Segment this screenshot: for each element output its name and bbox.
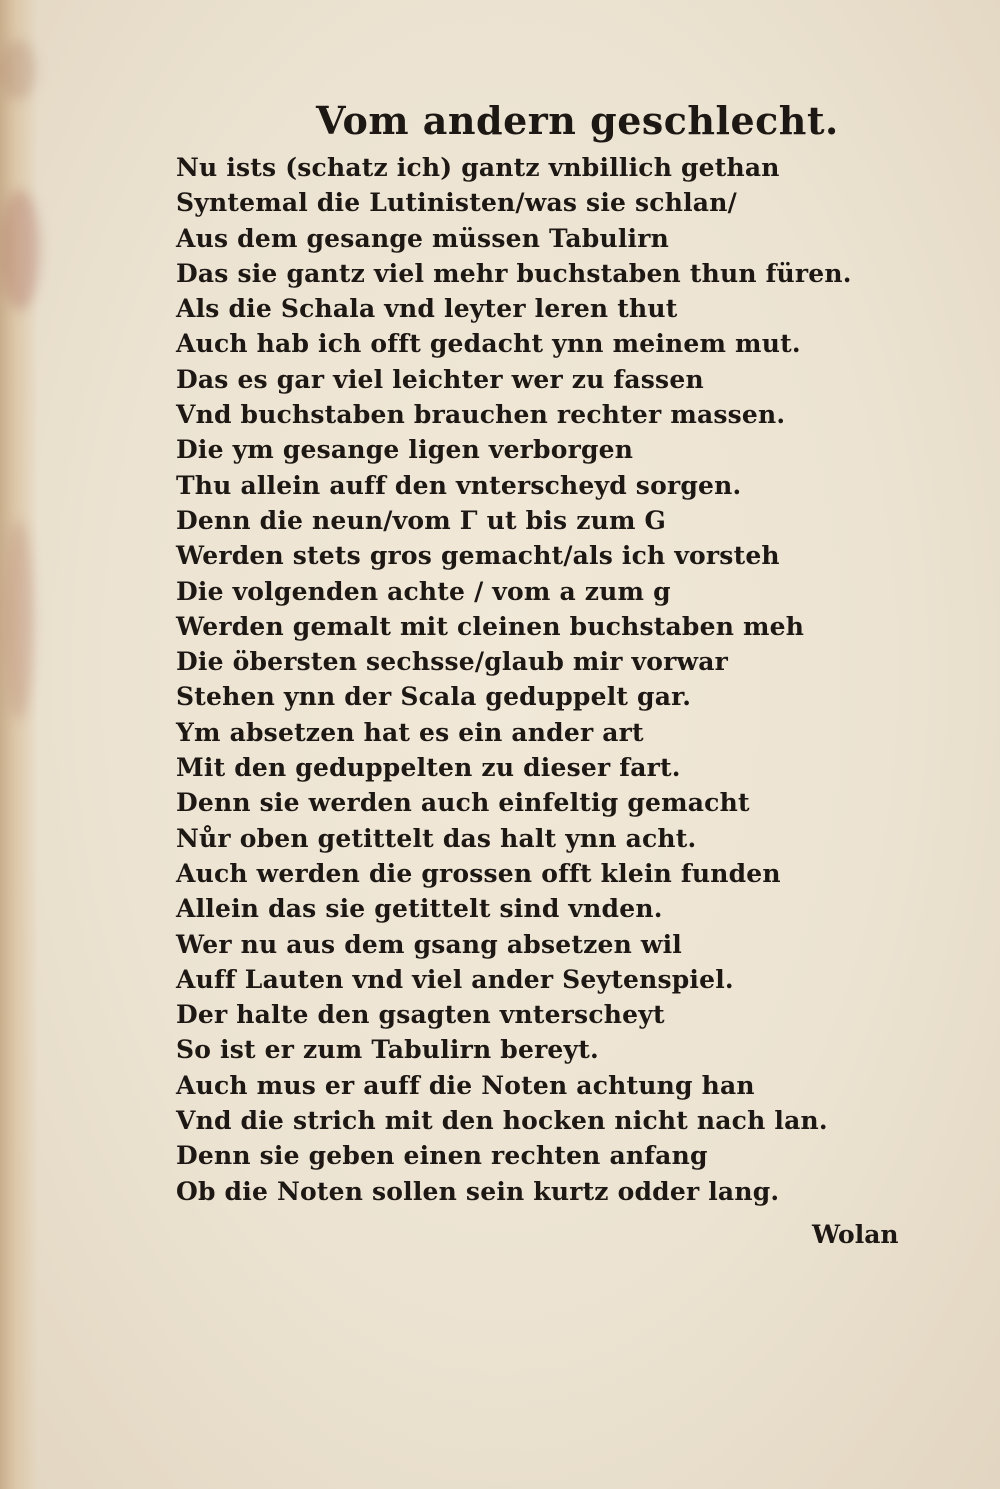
verse-line: Auch werden die grossen offt klein funden (176, 858, 781, 888)
verse-line: Der halte den gsagten vnterscheyt (176, 1000, 665, 1030)
verse-line: Syntemal die Lutinisten/was sie schlan/ (176, 188, 737, 218)
verse-line: Werden gemalt mit cleinen buchstaben meh (176, 611, 805, 641)
page-heading: Vom andern geschlecht. (316, 98, 839, 143)
paper-stain (0, 40, 36, 100)
verse-line: Das sie gantz viel mehr buchstaben thun füren. (176, 258, 852, 288)
verse-line: Werden stets gros gemacht/als ich vorsteh (176, 541, 780, 571)
catchword: Wolan (812, 1220, 899, 1249)
verse-line: Vnd die strich mit den hocken nicht nach lan. (176, 1106, 828, 1136)
verse-line: Das es gar viel leichter wer zu fassen (176, 364, 704, 394)
verse-line: Die öbersten sechsse/glaub mir vorwar (176, 647, 729, 677)
verse-line: Aus dem gesange müssen Tabulirn (176, 223, 669, 253)
verse-line: Auch mus er auff die Noten achtung han (176, 1070, 755, 1100)
verse-line: Stehen ynn der Scala geduppelt gar. (176, 682, 692, 712)
verse-line: Wer nu aus dem gsang absetzen wil (176, 929, 682, 959)
verse-line: Thu allein auff den vnterscheyd sorgen. (176, 470, 742, 500)
verse-line: Mit den geduppelten zu dieser fart. (176, 753, 681, 783)
text-block (176, 92, 936, 1209)
verse-line: Auch hab ich offt gedacht ynn meinem mut. (176, 329, 801, 359)
verse-line: Denn sie werden auch einfeltig gemacht (176, 788, 750, 818)
verse-line: Nůr oben getittelt das halt ynn acht. (176, 823, 697, 853)
verse-line: Die ym gesange ligen verborgen (176, 435, 634, 465)
verse-lines (176, 150, 936, 1209)
verse-line: So ist er zum Tabulirn bereyt. (176, 1035, 599, 1065)
verse-line: Ym absetzen hat es ein ander art (176, 717, 644, 747)
verse-line: Nu ists (schatz ich) gantz vnbillich gethan (176, 153, 780, 182)
paper-stain (0, 190, 40, 310)
verse-line: Allein das sie getittelt sind vnden. (176, 894, 663, 924)
verse-line: Auff Lauten vnd viel ander Seytenspiel. (176, 964, 734, 994)
verse-line: Die volgenden achte / vom a zum g (176, 576, 671, 606)
verse-line: Als die Schala vnd leyter leren thut (176, 294, 678, 324)
paper-stain (4, 520, 34, 720)
verse-line: Denn sie geben einen rechten anfang (176, 1141, 708, 1171)
verse-line: Denn die neun/vom Γ ut bis zum G (176, 505, 667, 535)
verse-line: Ob die Noten sollen sein kurtz odder lang. (176, 1176, 780, 1206)
verse-line: Vnd buchstaben brauchen rechter massen. (176, 400, 786, 430)
